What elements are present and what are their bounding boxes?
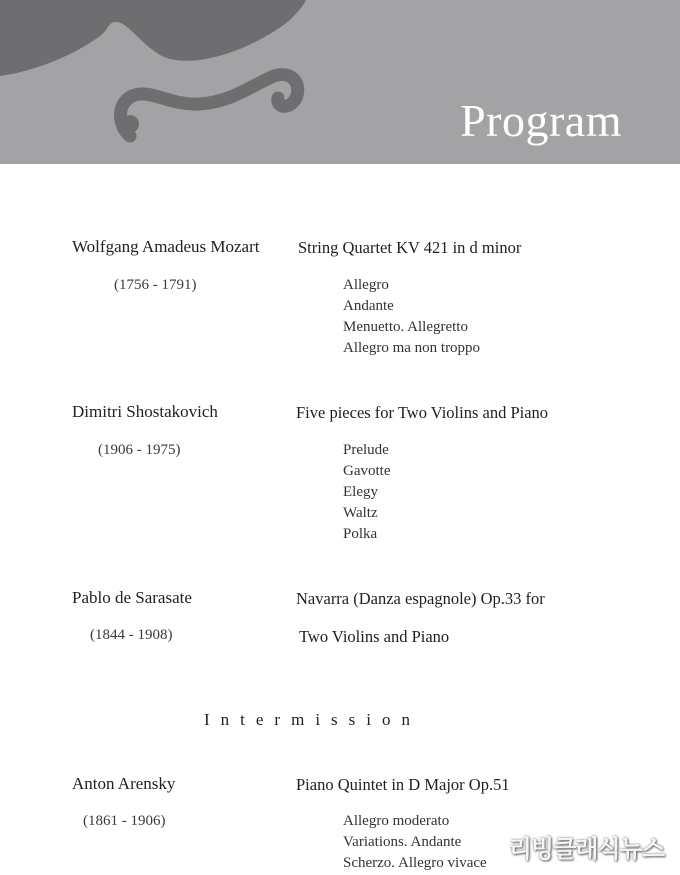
work-title: String Quartet KV 421 in d minor — [298, 238, 522, 257]
composer-name: Dimitri Shostakovich — [72, 402, 218, 421]
movement: Prelude — [343, 442, 389, 458]
header-banner — [0, 0, 680, 164]
work-title-continued: Two Violins and Piano — [299, 627, 450, 646]
work-title: Navarra (Danza espagnole) Op.33 for — [296, 589, 545, 608]
movement: Gavotte — [343, 463, 391, 479]
movement-list — [343, 811, 487, 874]
movement: Variations. Andante — [343, 834, 462, 850]
movement: Menuetto. Allegretto — [343, 319, 468, 335]
movement: Allegro ma non troppo — [343, 340, 481, 356]
publisher-watermark: 리빙클래식뉴스 — [508, 835, 664, 863]
movement: Andante — [343, 298, 394, 314]
work-title: Piano Quintet in D Major Op.51 — [296, 775, 510, 794]
page-title: Program — [460, 95, 622, 146]
composer-name: Pablo de Sarasate — [72, 588, 192, 607]
movement: Elegy — [343, 484, 378, 500]
movement: Allegro moderato — [343, 813, 450, 829]
movement-list — [343, 440, 390, 545]
composer-name: Wolfgang Amadeus Mozart — [72, 237, 260, 256]
composer-years: (1756 - 1791) — [114, 277, 197, 293]
composer-name: Anton Arensky — [72, 774, 176, 793]
movement: Allegro — [343, 277, 389, 293]
movement: Scherzo. Allegro vivace — [343, 855, 487, 871]
composer-years: (1844 - 1908) — [90, 627, 173, 643]
movement-list — [343, 275, 480, 359]
movement: Waltz — [343, 505, 378, 521]
intermission-heading: Intermission — [204, 710, 421, 729]
composer-years: (1861 - 1906) — [83, 813, 166, 829]
work-title: Five pieces for Two Violins and Piano — [296, 403, 549, 422]
composer-years: (1906 - 1975) — [98, 442, 181, 458]
movement: Polka — [343, 526, 378, 542]
